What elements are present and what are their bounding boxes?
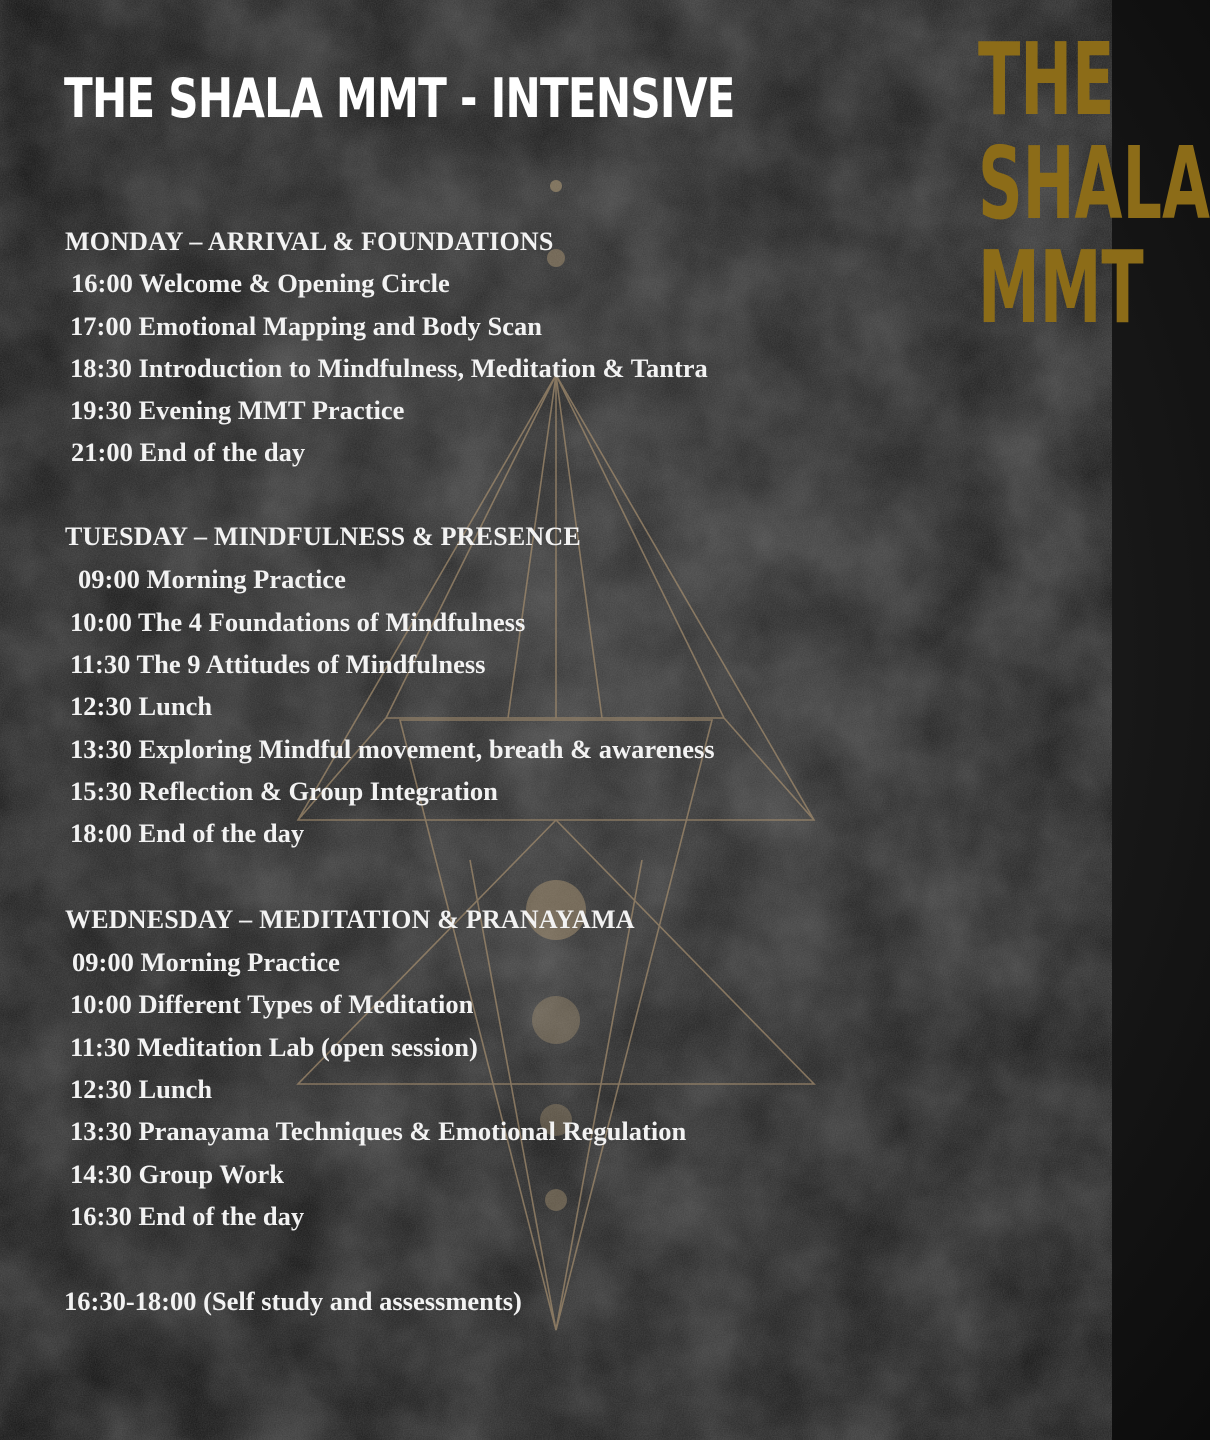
- schedule-item: 16:30 End of the day: [70, 1201, 305, 1231]
- schedule-item: 09:00 Morning Practice: [78, 564, 346, 594]
- schedule-item: 19:30 Evening MMT Practice: [70, 395, 405, 425]
- schedule-item: 21:00 End of the day: [71, 437, 306, 467]
- logo-line: SHALA: [978, 125, 1210, 242]
- tuesday-heading: TUESDAY – MINDFULNESS & PRESENCE: [65, 522, 581, 551]
- self-study-note: 16:30-18:00 (Self study and assessments): [64, 1286, 522, 1316]
- logo-line: MMT: [978, 229, 1144, 346]
- schedule-item: 14:30 Group Work: [70, 1159, 285, 1189]
- monday-heading: MONDAY – ARRIVAL & FOUNDATIONS: [65, 227, 554, 256]
- schedule-item: 10:00 The 4 Foundations of Mindfulness: [70, 607, 526, 637]
- logo: [902, 21, 1210, 346]
- schedule-item: 09:00 Morning Practice: [72, 947, 340, 977]
- schedule-item: 11:30 Meditation Lab (open session): [70, 1032, 478, 1062]
- schedule-item: 10:00 Different Types of Meditation: [70, 989, 474, 1019]
- schedule-item: 15:30 Reflection & Group Integration: [70, 776, 498, 806]
- schedule-item: 12:30 Lunch: [70, 691, 213, 721]
- schedule-item: 18:30 Introduction to Mindfulness, Meditation & Tantra: [70, 353, 708, 383]
- schedule-item: 12:30 Lunch: [70, 1074, 213, 1104]
- schedule-item: 13:30 Exploring Mindful movement, breath & awareness: [70, 734, 715, 764]
- schedule-item: 18:00 End of the day: [70, 818, 305, 848]
- wednesday-heading: WEDNESDAY – MEDITATION & PRANAYAMA: [65, 905, 635, 934]
- schedule-item: 16:00 Welcome & Opening Circle: [71, 268, 450, 298]
- page-title: THE SHALA MMT - INTENSIVE: [64, 67, 735, 130]
- schedule-item: 13:30 Pranayama Techniques & Emotional Regulation: [70, 1116, 687, 1146]
- schedule-item: 11:30 The 9 Attitudes of Mindfulness: [70, 649, 486, 679]
- schedule-item: 17:00 Emotional Mapping and Body Scan: [70, 311, 542, 341]
- logo-line: THE: [978, 21, 1115, 138]
